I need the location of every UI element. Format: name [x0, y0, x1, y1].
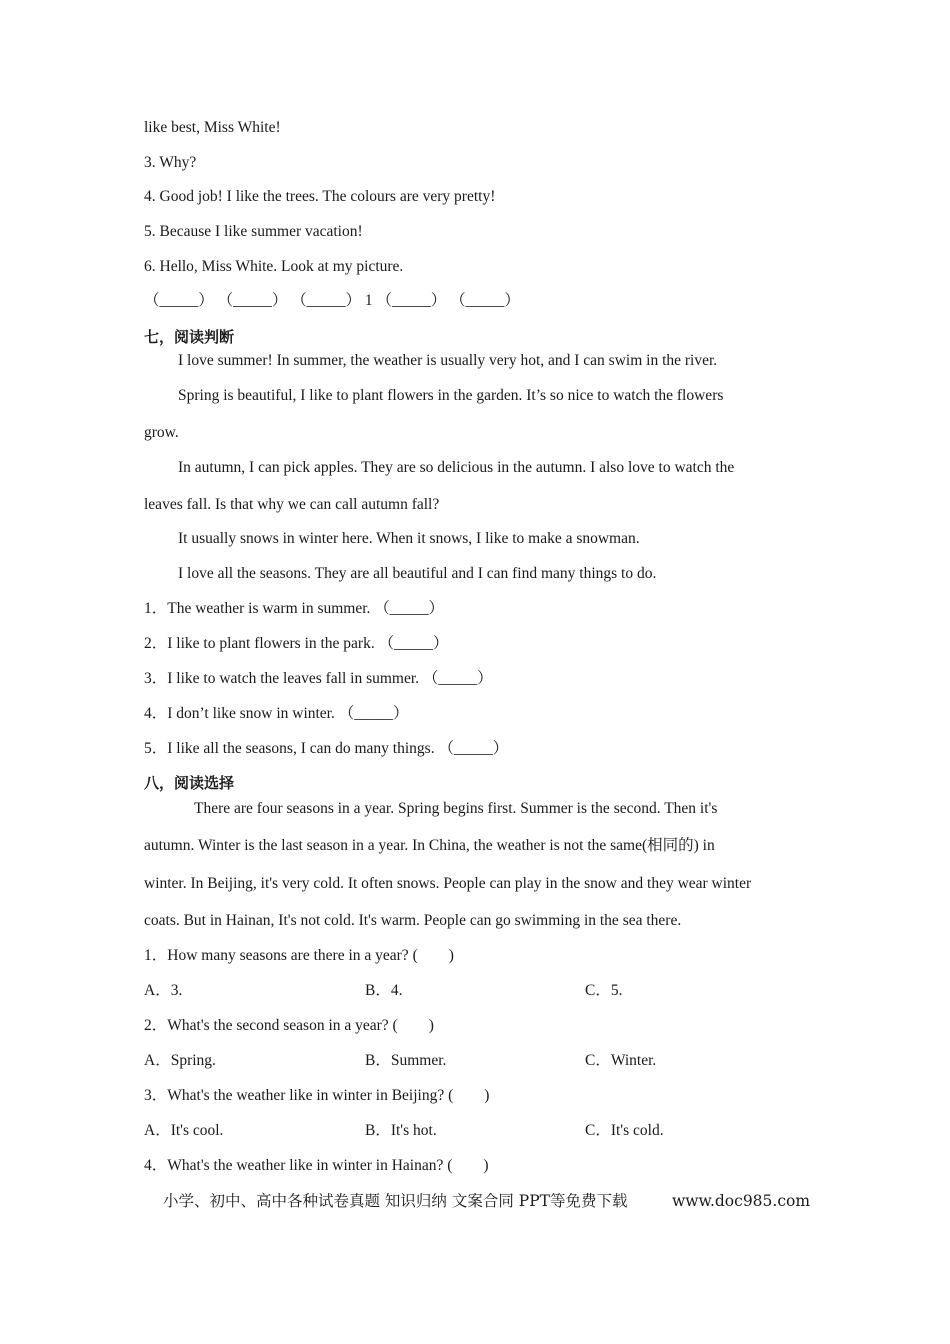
s7-passage-line-5: leaves fall. Is that why we can call autumn fall? — [144, 496, 440, 513]
s8-q1-option-c: C．5. — [585, 982, 623, 999]
s7-passage-line-2: Spring is beautiful, I like to plant flowers in the garden. It’s so nice to watch the flowers — [178, 387, 724, 404]
s8-q1-option-a: A．3. — [144, 982, 183, 999]
s8-passage-line-2: autumn. Winter is the last season in a year. In China, the weather is not the same(相同的) in — [144, 837, 715, 854]
s8-passage-line-4: coats. But in Hainan, It's not cold. It's warm. People can go swimming in the sea there. — [144, 912, 682, 929]
s8-question-1: 1．How many seasons are there in a year? ( ) — [144, 947, 454, 964]
s8-question-2: 2．What's the second season in a year? ( ) — [144, 1017, 434, 1034]
s8-q1-option-b: B．4. — [365, 982, 403, 999]
s8-passage-line-1: There are four seasons in a year. Spring begins first. Summer is the second. Then it's — [194, 800, 718, 817]
s7-passage-line-6: It usually snows in winter here. When it snows, I like to make a snowman. — [178, 530, 640, 547]
footer-url[interactable]: www.doc985.com — [672, 1192, 811, 1210]
s7-question-4: 4．I don’t like snow in winter. （_____） — [144, 705, 409, 722]
footer-text: 小学、初中、高中各种试卷真题 知识归纳 文案合同 PPT等免费下载 — [163, 1192, 628, 1210]
section-7-heading: 七，阅读判断 — [144, 328, 235, 346]
match-line-1: like best, Miss White! — [144, 119, 281, 136]
s7-passage-line-3: grow. — [144, 424, 179, 441]
s8-q3-option-c: C．It's cold. — [585, 1122, 664, 1139]
s7-passage-line-4: In autumn, I can pick apples. They are so delicious in the autumn. I also love to watch the — [178, 459, 735, 476]
s8-passage-line-3: winter. In Beijing, it's very cold. It often snows. People can play in the snow and they wear winter — [144, 875, 752, 892]
match-answer-row: （_____） （_____） （_____） 1 （_____） （_____） — [144, 292, 520, 309]
s8-question-3: 3．What's the weather like in winter in Beijing? ( ) — [144, 1087, 490, 1104]
match-line-4: 5. Because I like summer vacation! — [144, 223, 363, 240]
s7-passage-line-7: I love all the seasons. They are all beautiful and I can find many things to do. — [178, 565, 657, 582]
s7-question-1: 1．The weather is warm in summer. （_____） — [144, 600, 445, 617]
s8-question-4: 4．What's the weather like in winter in Hainan? ( ) — [144, 1157, 489, 1174]
s8-q2-option-b: B．Summer. — [365, 1052, 447, 1069]
s7-question-5: 5．I like all the seasons, I can do many things. （_____） — [144, 740, 509, 757]
s8-q3-option-a: A．It's cool. — [144, 1122, 224, 1139]
s7-question-3: 3．I like to watch the leaves fall in summer. （_____） — [144, 670, 493, 687]
s8-q2-option-a: A．Spring. — [144, 1052, 216, 1069]
s7-passage-line-1: I love summer! In summer, the weather is usually very hot, and I can swim in the river. — [178, 352, 718, 369]
section-8-heading: 八，阅读选择 — [144, 774, 235, 792]
s8-q2-option-c: C．Winter. — [585, 1052, 657, 1069]
s8-q3-option-b: B．It's hot. — [365, 1122, 437, 1139]
match-line-2: 3. Why? — [144, 154, 197, 171]
s7-question-2: 2．I like to plant flowers in the park. （_____） — [144, 635, 449, 652]
match-line-3: 4. Good job! I like the trees. The colours are very pretty! — [144, 188, 496, 205]
match-line-5: 6. Hello, Miss White. Look at my picture. — [144, 258, 404, 275]
